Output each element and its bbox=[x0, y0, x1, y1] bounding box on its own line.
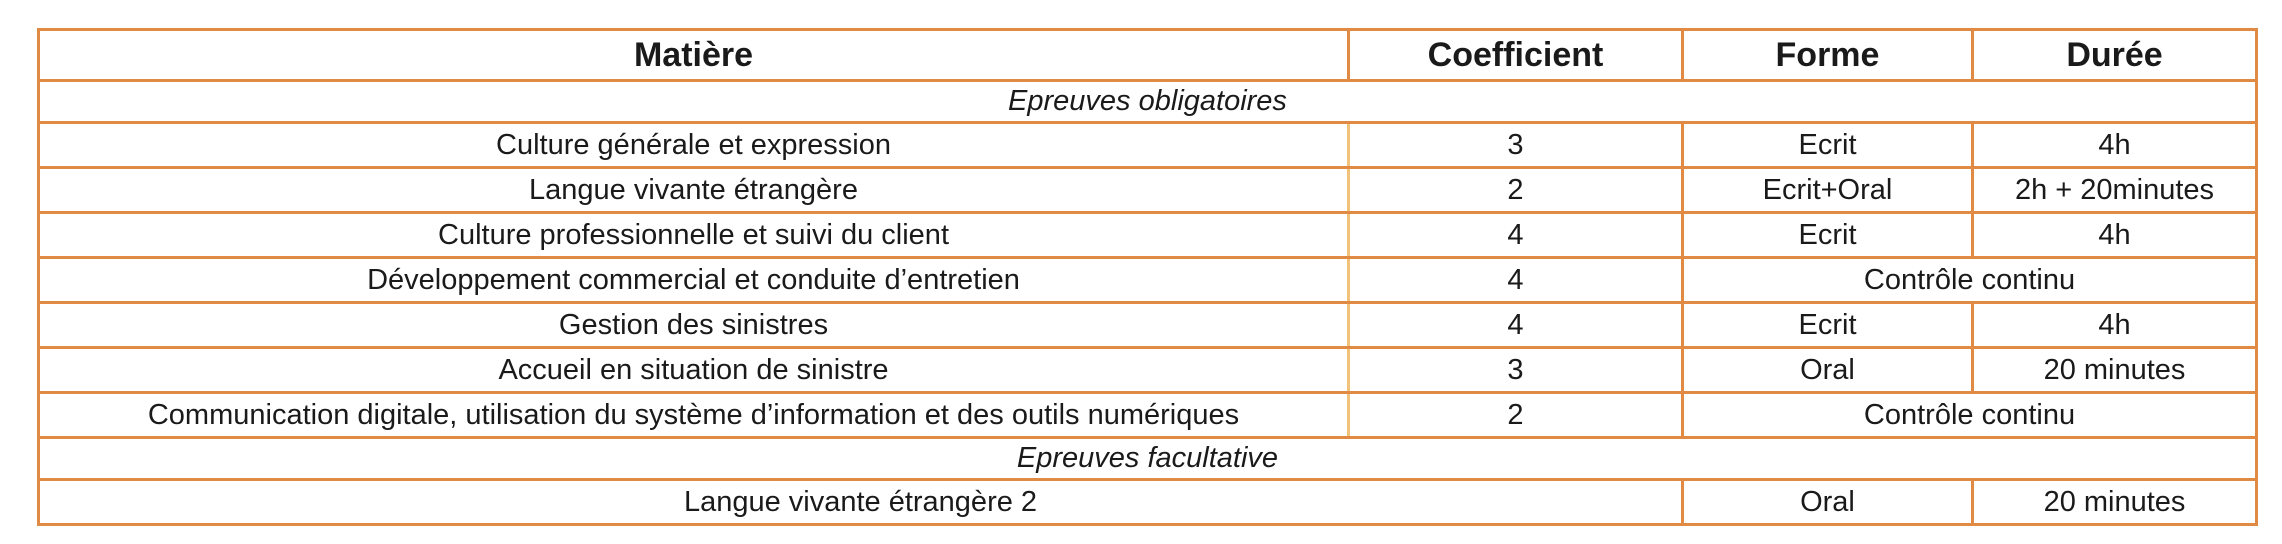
cell-forme: Ecrit bbox=[1683, 303, 1973, 348]
cell-coefficient: 3 bbox=[1349, 348, 1683, 393]
cell-forme: Ecrit bbox=[1683, 123, 1973, 168]
cell-matiere: Accueil en situation de sinistre bbox=[39, 348, 1349, 393]
cell-matiere: Communication digitale, utilisation du système d’information et des outils numériques bbox=[39, 393, 1349, 438]
cell-matiere: Culture professionnelle et suivi du client bbox=[39, 213, 1349, 258]
exam-table-container bbox=[37, 28, 2255, 526]
cell-duree: 20 minutes bbox=[1973, 480, 2257, 525]
cell-duree: 4h bbox=[1973, 213, 2257, 258]
cell-matiere: Culture générale et expression bbox=[39, 123, 1349, 168]
header-duree: Durée bbox=[1973, 30, 2257, 81]
cell-coefficient: 4 bbox=[1349, 303, 1683, 348]
cell-forme-duree: Contrôle continu bbox=[1683, 393, 2257, 438]
cell-coefficient: 2 bbox=[1349, 393, 1683, 438]
cell-duree: 20 minutes bbox=[1973, 348, 2257, 393]
exam-table bbox=[37, 28, 2258, 526]
cell-duree: 4h bbox=[1973, 123, 2257, 168]
section-title: Epreuves obligatoires bbox=[39, 81, 2257, 123]
cell-matiere-coefficient: Langue vivante étrangère 2 bbox=[39, 480, 1683, 525]
cell-duree: 4h bbox=[1973, 303, 2257, 348]
cell-coefficient: 2 bbox=[1349, 168, 1683, 213]
cell-matiere: Langue vivante étrangère bbox=[39, 168, 1349, 213]
cell-forme-duree: Contrôle continu bbox=[1683, 258, 2257, 303]
table-row bbox=[39, 168, 2257, 213]
cell-forme: Ecrit+Oral bbox=[1683, 168, 1973, 213]
cell-coefficient: 4 bbox=[1349, 213, 1683, 258]
table-row bbox=[39, 348, 2257, 393]
cell-forme: Ecrit bbox=[1683, 213, 1973, 258]
cell-forme: Oral bbox=[1683, 348, 1973, 393]
cell-matiere: Développement commercial et conduite d’entretien bbox=[39, 258, 1349, 303]
table-header-row bbox=[39, 30, 2257, 81]
header-coefficient: Coefficient bbox=[1349, 30, 1683, 81]
cell-matiere: Gestion des sinistres bbox=[39, 303, 1349, 348]
section-title: Epreuves facultative bbox=[39, 438, 2257, 480]
cell-duree: 2h + 20minutes bbox=[1973, 168, 2257, 213]
table-row bbox=[39, 303, 2257, 348]
table-row bbox=[39, 393, 2257, 438]
table-row bbox=[39, 123, 2257, 168]
section-row-facultative bbox=[39, 438, 2257, 480]
table-row bbox=[39, 213, 2257, 258]
table-row bbox=[39, 480, 2257, 525]
cell-forme: Oral bbox=[1683, 480, 1973, 525]
cell-coefficient: 4 bbox=[1349, 258, 1683, 303]
section-row-obligatoires bbox=[39, 81, 2257, 123]
header-matiere: Matière bbox=[39, 30, 1349, 81]
header-forme: Forme bbox=[1683, 30, 1973, 81]
table-row bbox=[39, 258, 2257, 303]
cell-coefficient: 3 bbox=[1349, 123, 1683, 168]
